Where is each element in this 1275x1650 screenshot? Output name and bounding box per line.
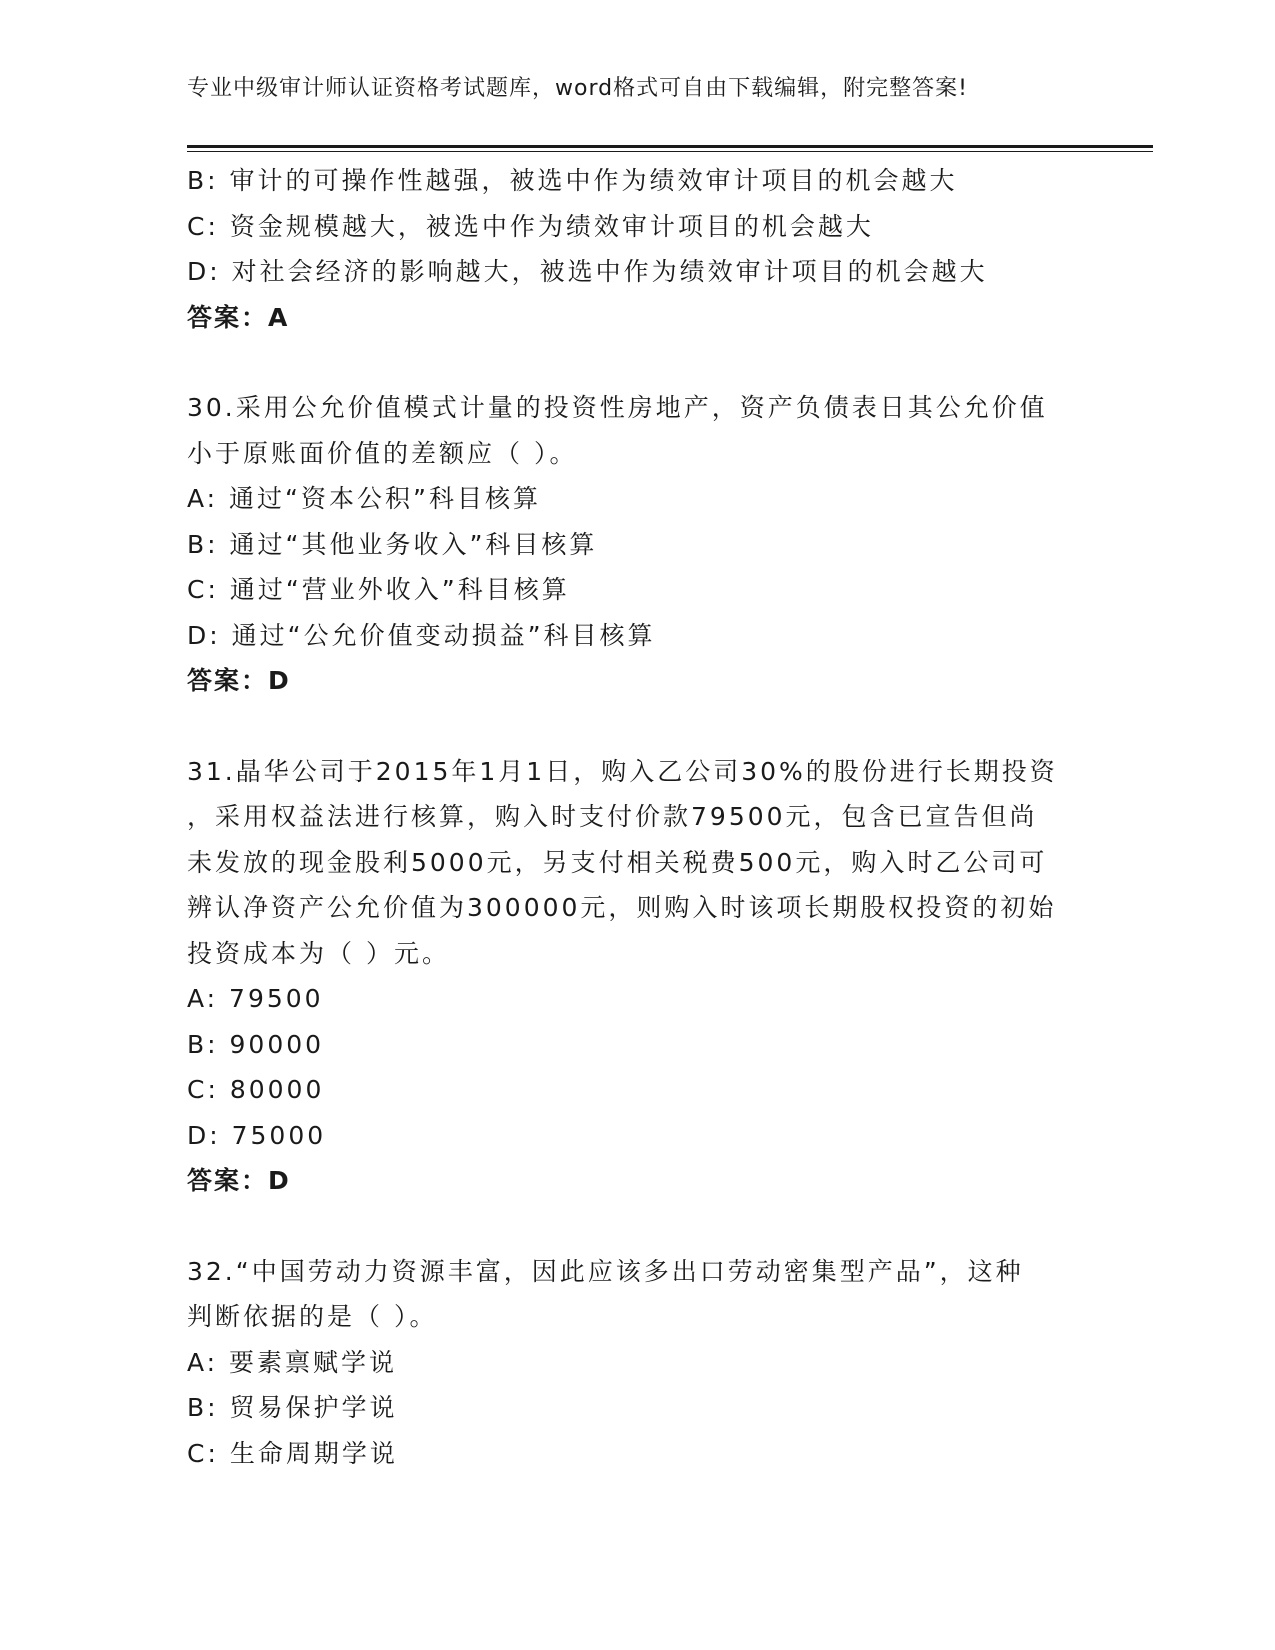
option-label: A:: [187, 484, 230, 513]
option-text: 要素禀赋学说: [229, 1347, 398, 1377]
option-text: 通过“营业外收入”科目核算: [229, 575, 570, 604]
option-text: 贸易保护学说: [229, 1393, 398, 1422]
option-text: 生命周期学说: [229, 1438, 398, 1468]
question-stem-line: 判断依据的是（ ）。: [187, 1302, 438, 1331]
option-label: A:: [187, 984, 230, 1013]
option-label: A:: [187, 1347, 230, 1377]
option-text: 资金规模越大，被选中作为绩效审计项目的机会越大: [229, 211, 874, 241]
option-label: D:: [187, 1120, 232, 1150]
question-stem-line: ，采用权益法进行核算，购入时支付价款79500元，包含已宣告但尚: [187, 802, 1038, 831]
option-b: [187, 1022, 1087, 1068]
option-label: D:: [187, 620, 232, 650]
option-label: D:: [187, 257, 232, 286]
option-label: C:: [187, 1075, 230, 1104]
document-body: [187, 158, 1087, 1476]
header-rule-thin: [187, 151, 1153, 152]
question-stem-line: 未发放的现金股利5000元，另支付相关税费500元，购入时乙公司可: [187, 847, 1048, 877]
option-label: B:: [187, 529, 230, 559]
option-label: B:: [187, 1029, 230, 1059]
option-text: 通过“其他业务收入”科目核算: [229, 529, 598, 559]
question-stem-line: 小于原账面价值的差额应（ ）。: [187, 438, 578, 468]
option-label: B:: [187, 1393, 230, 1422]
question-30: [187, 385, 1087, 704]
option-text: 对社会经济的影响越大，被选中作为绩效审计项目的机会越大: [231, 257, 988, 286]
answer-line: 答案：D: [187, 1166, 291, 1195]
option-a: [187, 1340, 1087, 1386]
option-c: [187, 204, 1087, 250]
option-c: [187, 1067, 1087, 1113]
question-stem-line: 31.晶华公司于2015年1月1日，购入乙公司30%的股份进行长期投资: [187, 756, 1058, 786]
option-label: C:: [187, 211, 230, 241]
option-text: 75000: [231, 1120, 327, 1150]
option-text: 通过“公允价值变动损益”科目核算: [231, 620, 656, 650]
spacer: [187, 340, 1087, 385]
answer-line: 答案：D: [187, 666, 291, 695]
question-31: [187, 749, 1087, 1204]
question-stem-line: 投资成本为（ ）元。: [187, 938, 450, 968]
answer-line: 答案：A: [187, 302, 290, 332]
option-label: B:: [187, 166, 230, 195]
question-32: [187, 1249, 1087, 1477]
option-text: 90000: [229, 1029, 325, 1059]
spacer: [187, 1204, 1087, 1249]
option-d: [187, 1113, 1087, 1159]
header-rule-thick: [187, 145, 1153, 148]
spacer: [187, 704, 1087, 749]
option-list: [187, 158, 1087, 295]
option-text: 80000: [229, 1075, 325, 1104]
option-a: [187, 976, 1087, 1022]
option-c: [187, 1431, 1087, 1477]
question-stem-line: 30.采用公允价值模式计量的投资性房地产，资产负债表日其公允价值: [187, 393, 1048, 422]
option-b: [187, 1385, 1087, 1431]
option-text: 审计的可操作性越强，被选中作为绩效审计项目的机会越大: [229, 166, 958, 195]
option-text: 通过“资本公积”科目核算: [229, 484, 541, 513]
option-label: C:: [187, 575, 230, 604]
option-d: [187, 613, 1087, 659]
question-stem-line: 32.“中国劳动力资源丰富，因此应该多出口劳动密集型产品”，这种: [187, 1256, 1024, 1286]
question-stem-line: 辨认净资产公允价值为300000元，则购入时该项长期股权投资的初始: [187, 893, 1057, 922]
option-b: [187, 158, 1087, 204]
option-text: 79500: [229, 984, 324, 1013]
option-c: [187, 567, 1087, 613]
option-b: [187, 522, 1087, 568]
option-label: C:: [187, 1438, 230, 1468]
option-d: [187, 249, 1087, 295]
option-a: [187, 476, 1087, 522]
page-header: 专业中级审计师认证资格考试题库，word格式可自由下载编辑，附完整答案!: [187, 76, 968, 101]
